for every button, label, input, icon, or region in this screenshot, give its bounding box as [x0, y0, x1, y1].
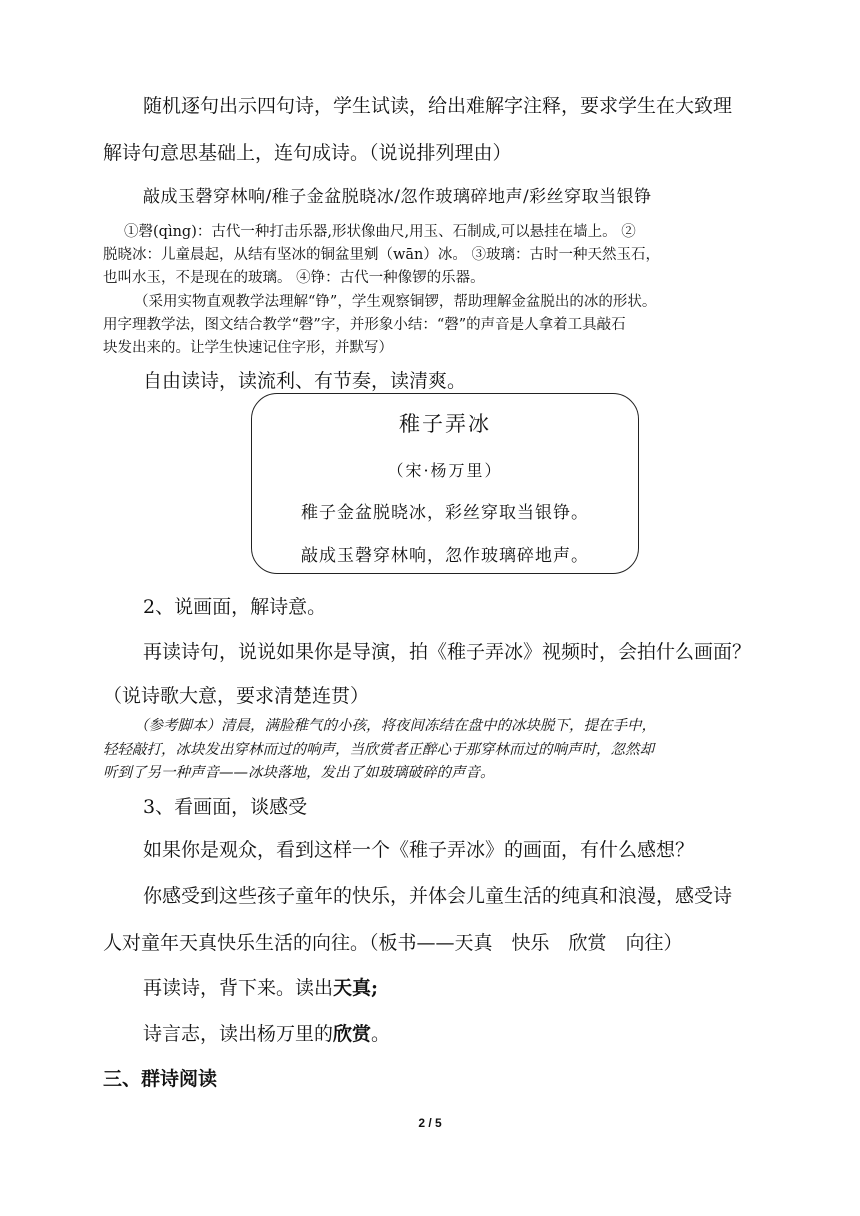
notes-line-2: 脱晓冰：儿童晨起，从结有坚冰的铜盆里剜（wān）冰。 ③玻璃：古时一种天然玉石，: [103, 247, 661, 263]
section-2-heading: 2、说画面，解诗意。: [143, 596, 327, 618]
script-line-2: 轻轻敲打，冰块发出穿林而过的响声，当欣赏者正醉心于那穿林而过的响声时，忽然却: [103, 742, 654, 758]
intro-line-2: 解诗句意思基础上，连句成诗。（说说排列理由）: [103, 142, 512, 164]
method-line-3: 块发出来的。让学生快速记住字形，并默写）: [103, 340, 393, 356]
zhi-suffix: 。: [371, 1023, 391, 1045]
part-3-heading: 三、群诗阅读: [103, 1068, 218, 1090]
reread-line: [143, 973, 378, 1000]
method-line-2: 用字理教学法，图文结合教学“磬”字，并形象小结：“磬”的声音是人拿着工具敲石: [103, 317, 626, 333]
poem-line-2: 敲成玉磬穿林响，忽作玻璃碎地声。: [301, 546, 589, 566]
zhi-text: 诗言志，读出杨万里的: [143, 1023, 334, 1045]
script-line-1: （参考脚本）清晨，满脸稚气的小孩，将夜间冻结在盘中的冰块脱下，提在手中，: [134, 718, 656, 734]
page-number: 2 / 5: [418, 1116, 442, 1130]
reread-text: 再读诗，背下来。读出: [143, 977, 334, 999]
shuffled-poem-lines: 敲成玉磬穿林响/稚子金盆脱晓冰/忽作玻璃碎地声/彩丝穿取当银铮: [143, 187, 652, 207]
free-read-instruction: 自由读诗，读流利、有节奏，读清爽。: [143, 370, 467, 392]
poem-title: 稚子弄冰: [399, 412, 491, 436]
section-3-question: 如果你是观众，看到这样一个《稚子弄冰》的画面，有什么感想？: [143, 839, 695, 861]
notes-line-1: ①磬(qìng)：古代一种打击乐器,形状像曲尺,用玉、石制成,可以悬挂在墙上。 ②: [124, 224, 636, 240]
zhi-emphasis: 欣赏: [333, 1023, 372, 1045]
poem-box: [251, 393, 639, 574]
feeling-line-2: 人对童年天真快乐生活的向往。（板书——天真 快乐 欣赏 向往）: [103, 932, 683, 954]
section-2-question-line-1: 再读诗句，说说如果你是导演，拍《稚子弄冰》视频时，会拍什么画面？: [143, 641, 752, 663]
poem-line-1: 稚子金盆脱晓冰，彩丝穿取当银铮。: [301, 503, 589, 523]
intro-line-1: 随机逐句出示四句诗，学生试读，给出难解字注释，要求学生在大致理: [143, 95, 733, 117]
reread-emphasis: 天真;: [333, 977, 379, 999]
notes-line-3: 也叫水玉，不是现在的玻璃。 ④铮：古代一种像锣的乐器。: [103, 270, 485, 286]
zhi-line: [143, 1019, 390, 1046]
script-line-3: 听到了另一种声音——冰块落地，发出了如玻璃破碎的声音。: [103, 765, 495, 781]
feeling-line-1: 你感受到这些孩子童年的快乐，并体会儿童生活的纯真和浪漫，感受诗: [143, 885, 733, 907]
section-2-question-line-2: （说诗歌大意，要求清楚连贯）: [103, 685, 370, 707]
poem-author: （宋·杨万里）: [387, 461, 503, 480]
method-line-1: （采用实物直观教学法理解“铮”，学生观察铜锣，帮助理解金盆脱出的冰的形状。: [134, 294, 657, 310]
section-3-heading: 3、看画面，谈感受: [143, 796, 308, 818]
